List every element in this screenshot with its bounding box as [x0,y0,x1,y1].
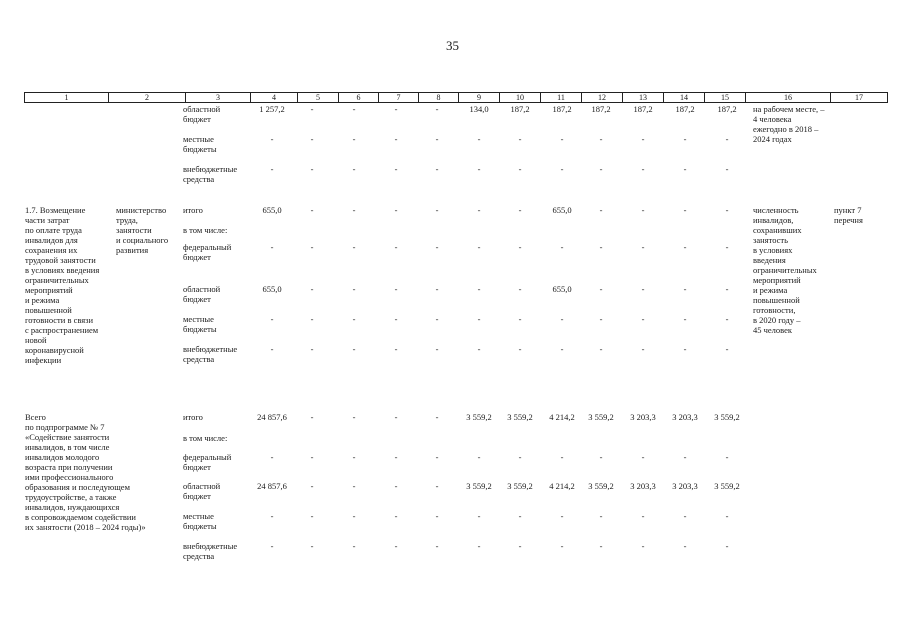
empty-value: - [518,541,522,551]
column-number-header [24,92,888,103]
empty-value: - [352,205,356,215]
result-indicator: численность инвалидов, сохранивших занятость в условиях введения ограничительных мероприятий и режима повышенной готовности, в 2020 году – 45 человек [753,205,817,335]
empty-value: - [641,541,645,551]
header-cell-3: 3 [185,93,250,102]
header-cell-15: 15 [704,93,745,102]
empty-value: - [599,452,603,462]
empty-value: - [435,164,439,174]
empty-value: - [352,511,356,521]
empty-value: - [352,104,356,114]
empty-value: - [270,511,274,521]
amount-value: 4 214,2 [549,481,575,491]
empty-value: - [477,511,481,521]
empty-value: - [560,134,564,144]
empty-value: - [477,314,481,324]
empty-value: - [725,344,729,354]
empty-value: - [394,452,398,462]
empty-value: - [352,481,356,491]
empty-value: - [477,452,481,462]
empty-value: - [310,541,314,551]
row-label: местные бюджеты [183,511,217,531]
empty-value: - [310,104,314,114]
empty-value: - [435,134,439,144]
empty-value: - [394,164,398,174]
empty-value: - [518,134,522,144]
amount-value: 187,2 [552,104,572,114]
empty-value: - [725,242,729,252]
header-cell-8: 8 [418,93,458,102]
empty-value: - [477,284,481,294]
row-label: областной бюджет [183,481,221,501]
empty-value: - [599,164,603,174]
empty-value: - [435,452,439,462]
empty-value: - [599,511,603,521]
empty-value: - [641,134,645,144]
amount-value: 24 857,6 [257,412,287,422]
header-cell-13: 13 [622,93,663,102]
header-cell-16: 16 [745,93,830,102]
empty-value: - [270,344,274,354]
amount-value: 3 559,2 [507,481,533,491]
empty-value: - [435,481,439,491]
empty-value: - [270,314,274,324]
amount-value: 655,0 [552,284,572,294]
amount-value: 1 257,2 [259,104,285,114]
amount-value: 187,2 [717,104,737,114]
empty-value: - [310,314,314,324]
empty-value: - [394,481,398,491]
amount-value: 3 559,2 [466,481,492,491]
amount-value: 187,2 [510,104,530,114]
empty-value: - [310,242,314,252]
empty-value: - [394,104,398,114]
empty-value: - [518,511,522,521]
empty-value: - [641,314,645,324]
empty-value: - [477,242,481,252]
empty-value: - [477,344,481,354]
empty-value: - [435,314,439,324]
empty-value: - [435,541,439,551]
amount-value: 3 559,2 [466,412,492,422]
empty-value: - [310,164,314,174]
amount-value: 3 559,2 [588,481,614,491]
header-cell-7: 7 [378,93,418,102]
empty-value: - [641,452,645,462]
row-label: в том числе: [183,225,228,235]
empty-value: - [725,284,729,294]
activity-name: 1.7. Возмещение части затрат по оплате труда инвалидов для сохранения их трудовой занятости в условиях введения ограничительных мероприятий и режима повышенной готовности в связи с распространением новой коронавирусной инфекции [25,205,100,365]
empty-value: - [725,541,729,551]
empty-value: - [725,314,729,324]
empty-value: - [394,412,398,422]
empty-value: - [394,134,398,144]
amount-value: 187,2 [591,104,611,114]
empty-value: - [641,344,645,354]
empty-value: - [641,511,645,521]
header-cell-6: 6 [338,93,378,102]
amount-value: 655,0 [262,205,282,215]
empty-value: - [394,344,398,354]
empty-value: - [310,412,314,422]
empty-value: - [310,134,314,144]
empty-value: - [518,452,522,462]
empty-value: - [394,511,398,521]
empty-value: - [270,164,274,174]
empty-value: - [352,242,356,252]
row-label: внебюджетные средства [183,344,238,364]
row-label: в том числе: [183,433,228,443]
empty-value: - [560,541,564,551]
empty-value: - [435,412,439,422]
empty-value: - [725,511,729,521]
empty-value: - [477,164,481,174]
row-label: областной бюджет [183,284,221,304]
page-number: 35 [446,38,459,53]
empty-value: - [599,134,603,144]
empty-value: - [725,205,729,215]
header-cell-5: 5 [297,93,338,102]
empty-value: - [518,314,522,324]
empty-value: - [518,205,522,215]
result-indicator: на рабочем месте, – 4 человека ежегодно в 2018 – 2024 годах [753,104,825,144]
empty-value: - [270,242,274,252]
empty-value: - [394,541,398,551]
empty-value: - [352,284,356,294]
empty-value: - [560,511,564,521]
empty-value: - [518,284,522,294]
empty-value: - [599,205,603,215]
amount-value: 3 203,3 [672,412,698,422]
row-label: местные бюджеты [183,314,217,334]
empty-value: - [394,314,398,324]
empty-value: - [435,511,439,521]
empty-value: - [352,541,356,551]
row-label: областной бюджет [183,104,221,124]
empty-value: - [270,541,274,551]
responsible-executor: министерство труда, занятости и социального развития [116,205,169,255]
amount-value: 3 559,2 [714,481,740,491]
empty-value: - [394,284,398,294]
empty-value: - [641,205,645,215]
empty-value: - [641,284,645,294]
empty-value: - [352,452,356,462]
amount-value: 3 203,3 [672,481,698,491]
header-cell-11: 11 [540,93,581,102]
row-label: итого [183,205,203,215]
empty-value: - [599,242,603,252]
empty-value: - [394,205,398,215]
empty-value: - [352,412,356,422]
amount-value: 3 203,3 [630,481,656,491]
amount-value: 3 203,3 [630,412,656,422]
empty-value: - [725,134,729,144]
empty-value: - [641,242,645,252]
empty-value: - [352,344,356,354]
empty-value: - [683,511,687,521]
empty-value: - [683,541,687,551]
empty-value: - [435,344,439,354]
empty-value: - [518,164,522,174]
empty-value: - [352,134,356,144]
empty-value: - [477,134,481,144]
empty-value: - [725,164,729,174]
empty-value: - [435,205,439,215]
empty-value: - [477,541,481,551]
empty-value: - [641,164,645,174]
amount-value: 3 559,2 [507,412,533,422]
empty-value: - [725,452,729,462]
empty-value: - [270,452,274,462]
empty-value: - [599,314,603,324]
row-label: внебюджетные средства [183,164,238,184]
empty-value: - [394,242,398,252]
header-cell-10: 10 [499,93,540,102]
amount-value: 187,2 [675,104,695,114]
empty-value: - [310,511,314,521]
empty-value: - [683,314,687,324]
list-reference: пункт 7 перечня [834,205,863,225]
empty-value: - [310,284,314,294]
empty-value: - [599,541,603,551]
header-cell-12: 12 [581,93,622,102]
subprogram-total-title: Всего по подпрограмме № 7 «Содействие занятости инвалидов, в том числе инвалидов молодого возраста при получении ими профессионального образования и последующем трудоустройстве, а также инвалидов, нуждающихся в сопровождаемом содействии их занятости (2018 – 2024 годы)» [25,412,146,532]
empty-value: - [683,164,687,174]
empty-value: - [560,452,564,462]
header-cell-1: 1 [64,93,69,102]
empty-value: - [477,205,481,215]
amount-value: 3 559,2 [714,412,740,422]
empty-value: - [683,134,687,144]
header-cell-4: 4 [250,93,297,102]
amount-value: 3 559,2 [588,412,614,422]
empty-value: - [599,344,603,354]
empty-value: - [560,344,564,354]
empty-value: - [683,344,687,354]
header-cell-2: 2 [108,93,185,102]
empty-value: - [683,452,687,462]
empty-value: - [310,452,314,462]
empty-value: - [599,284,603,294]
empty-value: - [435,242,439,252]
empty-value: - [518,344,522,354]
row-label: внебюджетные средства [183,541,238,561]
empty-value: - [683,242,687,252]
amount-value: 655,0 [262,284,282,294]
amount-value: 134,0 [469,104,489,114]
empty-value: - [518,242,522,252]
empty-value: - [560,164,564,174]
header-cell-14: 14 [663,93,704,102]
row-label: местные бюджеты [183,134,217,154]
empty-value: - [270,134,274,144]
empty-value: - [435,104,439,114]
empty-value: - [683,284,687,294]
amount-value: 24 857,6 [257,481,287,491]
amount-value: 655,0 [552,205,572,215]
row-label: итого [183,412,203,422]
empty-value: - [435,284,439,294]
empty-value: - [352,314,356,324]
empty-value: - [560,314,564,324]
empty-value: - [352,164,356,174]
empty-value: - [683,205,687,215]
header-cell-17: 17 [830,93,887,102]
empty-value: - [560,242,564,252]
amount-value: 4 214,2 [549,412,575,422]
empty-value: - [310,344,314,354]
amount-value: 187,2 [633,104,653,114]
header-cell-9: 9 [458,93,499,102]
empty-value: - [310,481,314,491]
empty-value: - [310,205,314,215]
row-label: федеральный бюджет [183,452,232,472]
row-label: федеральный бюджет [183,242,232,262]
